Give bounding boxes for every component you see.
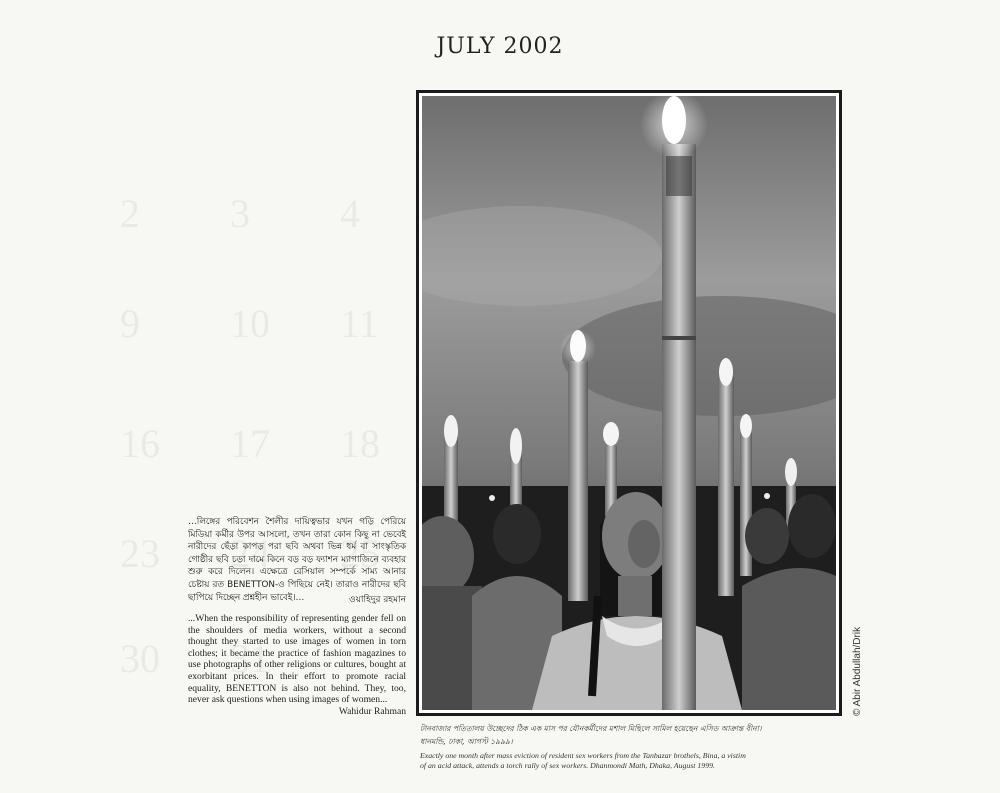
quote-english-text: ...When the responsibility of representing gender fell on the shoulders of media workers, without a second thought they started to use images of women in torn clothes; it became the practice of fashion magazines to use photographs of other religions or cultures, bought at exorbitant prices. In their effort to promote racial equality, BENETTON is also not behind. They, too, never ask questions when using images of women... (188, 613, 406, 706)
ghost-number: 9 (120, 301, 140, 346)
ghost-number: 17 (230, 421, 270, 466)
photo-caption-english: Exactly one month after mass eviction of resident sex workers from the Tanbazar brothels, Bina, a vistim of an acid attack, attends a torch rally of sex workers. Dhanmondi Math, Dhaka, August 1999. (420, 751, 746, 770)
ghost-number: 3 (230, 191, 250, 236)
photo-caption-bengali: টানবাজার পতিতালয় উচ্ছেদের ঠিক এক মাস পর যৌনকর্মীদের মশাল মিছিলে সামিল হয়েছেন এসিড আক্রান্ত বীনা। ধানমন্ডি, ঢাকা, আগস্ট ১৯৯৯। (420, 724, 762, 746)
ghost-number: 30 (120, 636, 160, 681)
photo-frame (416, 90, 842, 716)
quote-bengali-text: …লিঙ্গের পরিবেশন শৈলীর দায়িত্বভার যখন গড়ি পেরিয়ে মিডিয়া কর্মীর উপর আসলো, তখন তারা কোন কিছু না ভেবেই নারীদের ছেঁড়া কাপড় পরা ছবি অথবা ভিন্ন ধর্ম বা সাংস্কৃতিক গোষ্ঠীর ছবি চড়া দামে কিনে বড় বড় ফ্যাশন ম্যাগাজিনে ব্যবহার শুরু করে দিলেন। এক্ষেত্রে রেসিয়াল সম্পর্কে সাম্য আনার চেষ্টায় রত BENETTON-ও পিছিয়ে নেই। তারাও নারীদের ছবি ছাপিয়ে দিচ্ছেন প্রশ্নহীন ভাবেই।… (188, 517, 406, 603)
ghost-number: 10 (230, 301, 270, 346)
month-title: JULY 2002 (436, 34, 564, 59)
quote-english-signature: Wahidur Rahman (338, 706, 406, 717)
ghost-number: 16 (120, 421, 160, 466)
photo-credit: © Abir Abdullah/Drik (852, 626, 863, 716)
quote-bengali-signature: ওয়াহিদুর রহমান (348, 595, 406, 605)
torch-rally-photo (422, 96, 836, 710)
ghost-number: 31 (230, 636, 270, 681)
ghost-number: 23 (120, 531, 160, 576)
ghost-number: 18 (340, 421, 380, 466)
ghost-number: 24 (230, 531, 270, 576)
ghost-number: 2 (120, 191, 140, 236)
ghost-number: 11 (340, 301, 379, 346)
ghost-number: 4 (340, 191, 360, 236)
ghost-number: 25 (340, 531, 380, 576)
